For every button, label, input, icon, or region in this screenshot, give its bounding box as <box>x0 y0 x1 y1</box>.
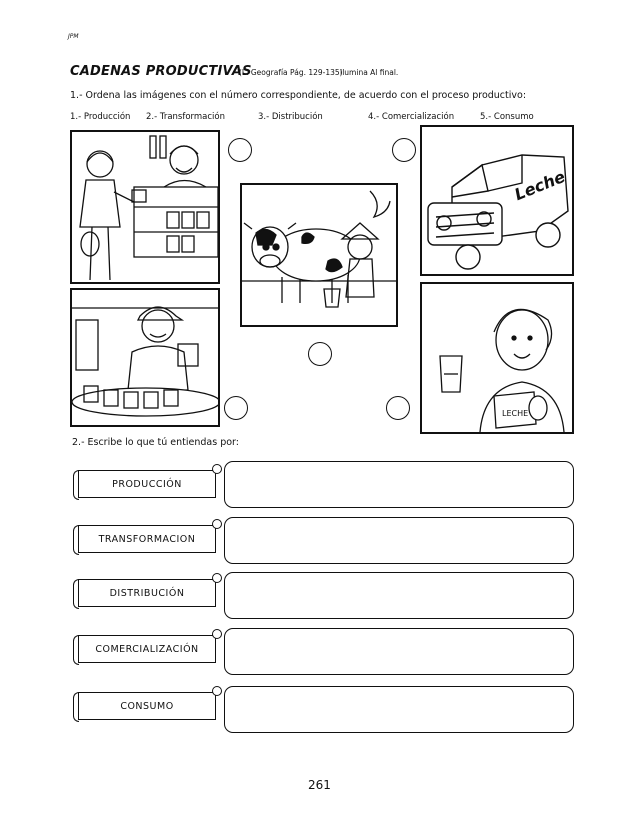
order-circle-factory[interactable] <box>224 396 248 420</box>
shop-illustration <box>72 132 218 282</box>
answer-box-consumption[interactable] <box>224 686 574 733</box>
term-scroll-production <box>78 470 216 498</box>
term-consumption-label: CONSUMO <box>120 700 174 712</box>
step-transformation: 2.- Transformación <box>146 112 225 122</box>
page-number: 261 <box>308 778 331 792</box>
question-2: 2.- Escribe lo que tú entiendas por: <box>72 437 239 448</box>
answer-box-transformation[interactable] <box>224 517 574 564</box>
factory-illustration <box>72 290 218 425</box>
picture-shop-scene <box>70 130 220 284</box>
term-scroll-transformation <box>78 525 216 553</box>
term-transformation-label: TRANSFORMACION <box>98 533 196 545</box>
picture-child-drinking <box>420 282 574 434</box>
order-circle-truck[interactable] <box>392 138 416 162</box>
textbook-reference: (L. Geografía Pág. 129-135) <box>239 68 343 77</box>
step-production: 1.- Producción <box>70 112 131 122</box>
milking-illustration <box>242 185 396 325</box>
term-commercialization-label: COMERCIALIZACIÓN <box>95 643 199 655</box>
order-circle-consumer[interactable] <box>386 396 410 420</box>
truck-illustration <box>422 127 572 274</box>
worksheet-title: CADENAS PRODUCTIVAS <box>70 64 252 79</box>
answer-box-commercialization[interactable] <box>224 628 574 675</box>
child-illustration <box>422 284 572 432</box>
question-1: 1.- Ordena las imágenes con el número correspondiente, de acuerdo con el proceso productivo: <box>70 90 527 101</box>
answer-box-production[interactable] <box>224 461 574 508</box>
step-consumption: 5.- Consumo <box>480 112 534 122</box>
picture-factory-worker <box>70 288 220 427</box>
author-initials: JPM <box>68 33 79 40</box>
term-scroll-consumption <box>78 692 216 720</box>
answer-box-distribution[interactable] <box>224 572 574 619</box>
term-production-label: PRODUCCIÓN <box>112 478 182 490</box>
picture-milking-scene <box>240 183 398 327</box>
milk-box-label: LECHE <box>502 409 529 418</box>
term-distribution-label: DISTRIBUCIÓN <box>109 587 185 599</box>
step-distribution: 3.- Distribución <box>258 112 323 122</box>
order-circle-shop[interactable] <box>228 138 252 162</box>
picture-milk-truck <box>420 125 574 276</box>
term-scroll-distribution <box>78 579 216 607</box>
truck-label: Leche <box>511 166 568 205</box>
coloring-instruction: Ilumina Al final. <box>340 68 399 77</box>
step-commercialization: 4.- Comercialización <box>368 112 455 122</box>
term-scroll-commercialization <box>78 635 216 663</box>
order-circle-milking[interactable] <box>308 342 332 366</box>
